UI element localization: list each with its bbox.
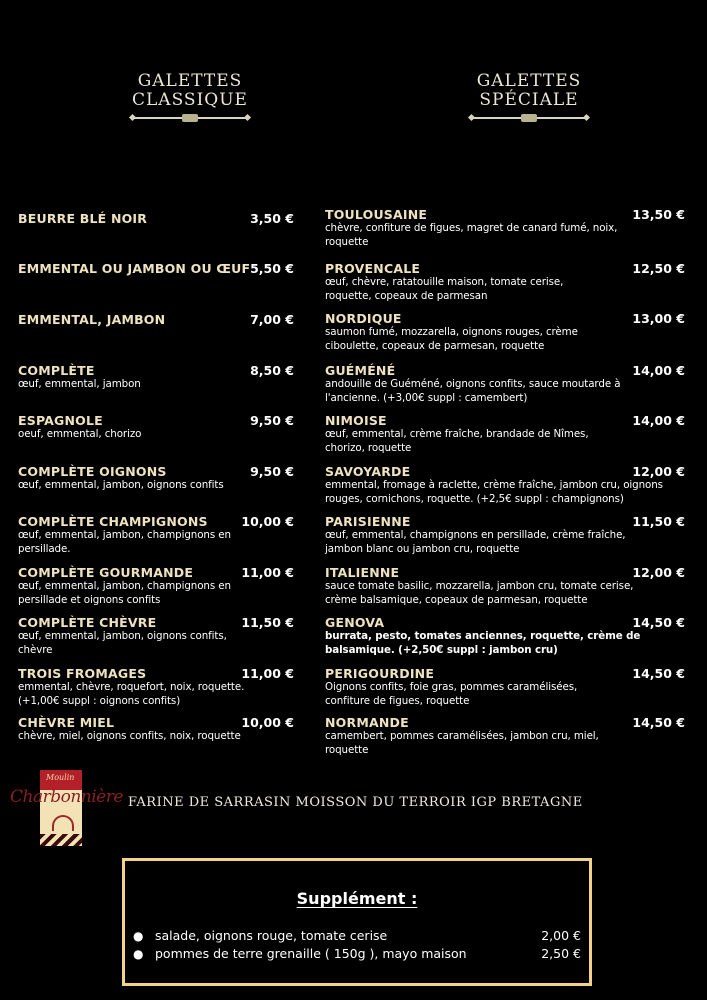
item-price: 9,50 € — [250, 464, 294, 479]
supplement-price: 2,00 € — [541, 928, 581, 943]
menu-item — [18, 716, 294, 744]
item-description: oeuf, emmental, chorizo — [18, 428, 142, 440]
item-name: EMMENTAL OU JAMBON OU ŒUF — [18, 261, 251, 276]
item-name: COMPLÈTE CHAMPIGNONS — [18, 514, 208, 529]
item-description: œuf, emmental, jambon — [18, 378, 141, 390]
item-name: PERIGOURDINE — [325, 666, 435, 681]
item-name: PROVENCALE — [325, 261, 421, 276]
item-name: BEURRE BLÉ NOIR — [18, 211, 148, 226]
item-name: PARISIENNE — [325, 514, 411, 529]
flour-tagline: FARINE DE SARRASIN MOISSON DU TERROIR IGP BRETAGNE — [128, 795, 583, 810]
item-price: 11,00 € — [241, 565, 294, 580]
menu-item — [325, 616, 685, 657]
item-name: NORMANDE — [325, 715, 409, 730]
item-name: TOULOUSAINE — [325, 207, 428, 222]
menu-item — [18, 515, 294, 556]
item-description: œuf, chèvre, ratatouille maison, tomate cerise, roquette, copeaux de parmesan — [325, 276, 564, 302]
item-description: andouille de Guéméné, oignons confits, sauce moutarde à l'ancienne. (+3,00€ suppl : camembert) — [325, 378, 621, 404]
item-price: 11,50 € — [632, 514, 685, 529]
title-line1: GALETTES — [137, 71, 243, 91]
item-name: ESPAGNOLE — [18, 413, 103, 428]
item-description: œuf, emmental, jambon, oignons confits, chèvre — [18, 630, 227, 656]
item-description: œuf, emmental, champignons en persillade, crème fraîche, jambon blanc ou jambon cru, roquette — [325, 529, 626, 555]
item-price: 12,00 € — [632, 464, 685, 479]
title-line1: GALETTES — [476, 71, 582, 91]
ornament-divider — [130, 114, 250, 122]
item-price: 12,50 € — [632, 261, 685, 276]
supplement-label: pommes de terre grenaille ( 150g ), mayo maison — [155, 946, 467, 961]
menu-item — [325, 465, 685, 506]
item-price: 14,50 € — [632, 666, 685, 681]
item-description: chèvre, confiture de figues, magret de canard fumé, noix, roquette — [325, 222, 618, 248]
item-name: NIMOISE — [325, 413, 387, 428]
item-price: 7,00 € — [250, 312, 294, 327]
item-name: GENOVA — [325, 615, 385, 630]
item-price: 13,00 € — [632, 311, 685, 326]
title-line2: SPÉCIALE — [479, 90, 579, 110]
section-title-classique — [110, 72, 270, 122]
menu-item — [18, 313, 294, 327]
item-description: chèvre, miel, oignons confits, noix, roquette — [18, 730, 241, 742]
ornament-divider — [469, 114, 589, 122]
logo-line1: Moulin — [46, 773, 75, 782]
item-price: 8,50 € — [250, 363, 294, 378]
menu-item — [18, 262, 294, 276]
item-price: 5,50 € — [250, 261, 294, 276]
supplement-item — [133, 945, 581, 963]
item-description: sauce tomate basilic, mozzarella, jambon cru, tomate cerise, crème balsamique, copeaux de parmesan, roquette — [325, 580, 634, 606]
item-name: GUÉMÉNÉ — [325, 363, 396, 378]
menu-item — [18, 414, 294, 442]
menu-item — [18, 465, 294, 493]
menu-item — [325, 566, 685, 607]
item-price: 10,00 € — [241, 514, 294, 529]
menu-item — [325, 667, 685, 708]
supplement-item — [133, 927, 581, 945]
item-name: NORDIQUE — [325, 311, 402, 326]
item-description: œuf, emmental, jambon, oignons confits — [18, 479, 224, 491]
item-price: 11,50 € — [241, 615, 294, 630]
item-name: COMPLÈTE GOURMANDE — [18, 565, 194, 580]
item-description: emmental, chèvre, roquefort, noix, roquette. (+1,00€ suppl : oignons confits) — [18, 681, 245, 707]
item-description: œuf, emmental, jambon, champignons en persillade et oignons confits — [18, 580, 231, 606]
menu-item — [18, 667, 294, 708]
item-price: 3,50 € — [250, 211, 294, 226]
menu-item — [325, 262, 685, 303]
item-price: 13,50 € — [632, 207, 685, 222]
item-price: 14,00 € — [632, 413, 685, 428]
item-price: 14,50 € — [632, 715, 685, 730]
menu-item — [18, 364, 294, 392]
item-description: camembert, pommes caramélisées, jambon cru, miel, roquette — [325, 730, 599, 756]
item-name: EMMENTAL, JAMBON — [18, 312, 166, 327]
bullet-icon: ● — [133, 929, 144, 943]
menu-item — [325, 515, 685, 556]
item-name: COMPLÈTE OIGNONS — [18, 464, 167, 479]
supplement-price: 2,50 € — [541, 946, 581, 961]
menu-item — [325, 364, 685, 405]
menu-item — [18, 616, 294, 657]
item-price: 11,00 € — [241, 666, 294, 681]
item-name: CHÈVRE MIEL — [18, 715, 115, 730]
item-name: COMPLÈTE CHÈVRE — [18, 615, 157, 630]
item-name: ITALIENNE — [325, 565, 400, 580]
menu-item — [325, 716, 685, 757]
logo-line2: Charbonnière — [10, 787, 123, 807]
item-description: œuf, emmental, crème fraîche, brandade de Nîmes, chorizo, roquette — [325, 428, 589, 454]
item-name: TROIS FROMAGES — [18, 666, 147, 681]
item-price: 10,00 € — [241, 715, 294, 730]
bullet-icon: ● — [133, 947, 144, 961]
section-title-speciale — [449, 72, 609, 122]
title-line2: CLASSIQUE — [132, 90, 248, 110]
item-price: 9,50 € — [250, 413, 294, 428]
supplement-title: Supplément : — [296, 889, 418, 908]
menu-item — [325, 208, 685, 249]
supplement-list — [133, 927, 581, 963]
item-description: burrata, pesto, tomates anciennes, roquette, crème de balsamique. (+2,50€ suppl : jambon cru) — [325, 630, 641, 656]
item-price: 12,00 € — [632, 565, 685, 580]
item-name: COMPLÈTE — [18, 363, 95, 378]
supplement-label: salade, oignons rouge, tomate cerise — [155, 928, 388, 943]
supplement-box — [122, 858, 592, 986]
menu-item — [325, 414, 685, 455]
item-description: œuf, emmental, jambon, champignons en persillade. — [18, 529, 231, 555]
item-price: 14,00 € — [632, 363, 685, 378]
item-description: saumon fumé, mozzarella, oignons rouges, crème ciboulette, copeaux de parmesan, roquette — [325, 326, 578, 352]
menu-item — [18, 212, 294, 226]
mill-wheel-icon — [52, 815, 74, 831]
item-description: Oignons confits, foie gras, pommes caramélisées, confiture de figues, roquette — [325, 681, 578, 707]
item-price: 14,50 € — [632, 615, 685, 630]
item-description: emmental, fromage à raclette, crème fraîche, jambon cru, oignons rouges, cornichons, roquette. (+2,5€ suppl : champignons) — [325, 479, 663, 505]
item-name: SAVOYARDE — [325, 464, 411, 479]
menu-item — [18, 566, 294, 607]
moulin-charbonniere-logo — [10, 770, 123, 848]
menu-item — [325, 312, 685, 353]
